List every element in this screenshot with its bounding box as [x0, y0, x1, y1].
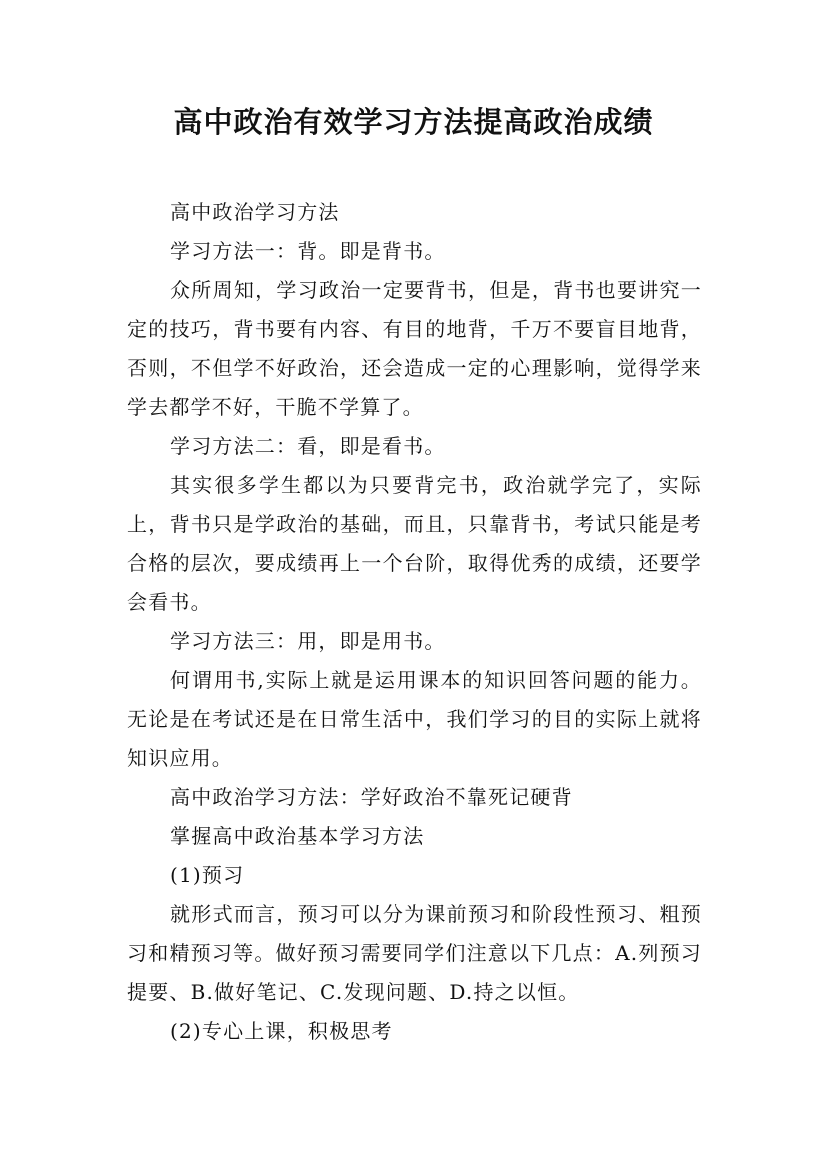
paragraph: (2)专心上课，积极思考 — [170, 1019, 393, 1043]
paragraph: 掌握高中政治基本学习方法 — [170, 824, 425, 848]
paragraph: (1)预习 — [170, 863, 245, 887]
paragraph: 众所周知，学习政治一定要背书，但是，背书也要讲究一定的技巧，背书要有内容、有目的地背，千万不要盲目地背，否则，不但学不好政治，还会造成一定的心理影响，觉得学来学去都学不好，干脆不学算了。 — [127, 278, 702, 419]
paragraph: 其实很多学生都以为只要背完书，政治就学完了，实际上，背书只是学政治的基础，而且，只靠背书，考试只能是考合格的层次，要成绩再上一个台阶，取得优秀的成绩，还要学会看书。 — [127, 473, 702, 614]
document-title: 高中政治有效学习方法提高政治成绩 — [173, 105, 654, 139]
paragraph: 就形式而言，预习可以分为课前预习和阶段性预习、粗预习和精预习等。做好预习需要同学们注意以下几点：A.列预习提要、B.做好笔记、C.发现问题、D.持之以恒。 — [127, 902, 702, 1004]
paragraph: 学习方法一：背。即是背书。 — [170, 239, 446, 263]
document-body — [127, 193, 702, 1051]
paragraph: 学习方法二：看，即是看书。 — [170, 434, 446, 458]
paragraph: 何谓用书,实际上就是运用课本的知识回答问题的能力。无论是在考试还是在日常生活中，我们学习的目的实际上就将知识应用。 — [127, 668, 702, 770]
paragraph: 高中政治学习方法 — [170, 200, 340, 224]
paragraph: 高中政治学习方法：学好政治不靠死记硬背 — [170, 785, 573, 809]
paragraph: 学习方法三：用，即是用书。 — [170, 629, 446, 653]
